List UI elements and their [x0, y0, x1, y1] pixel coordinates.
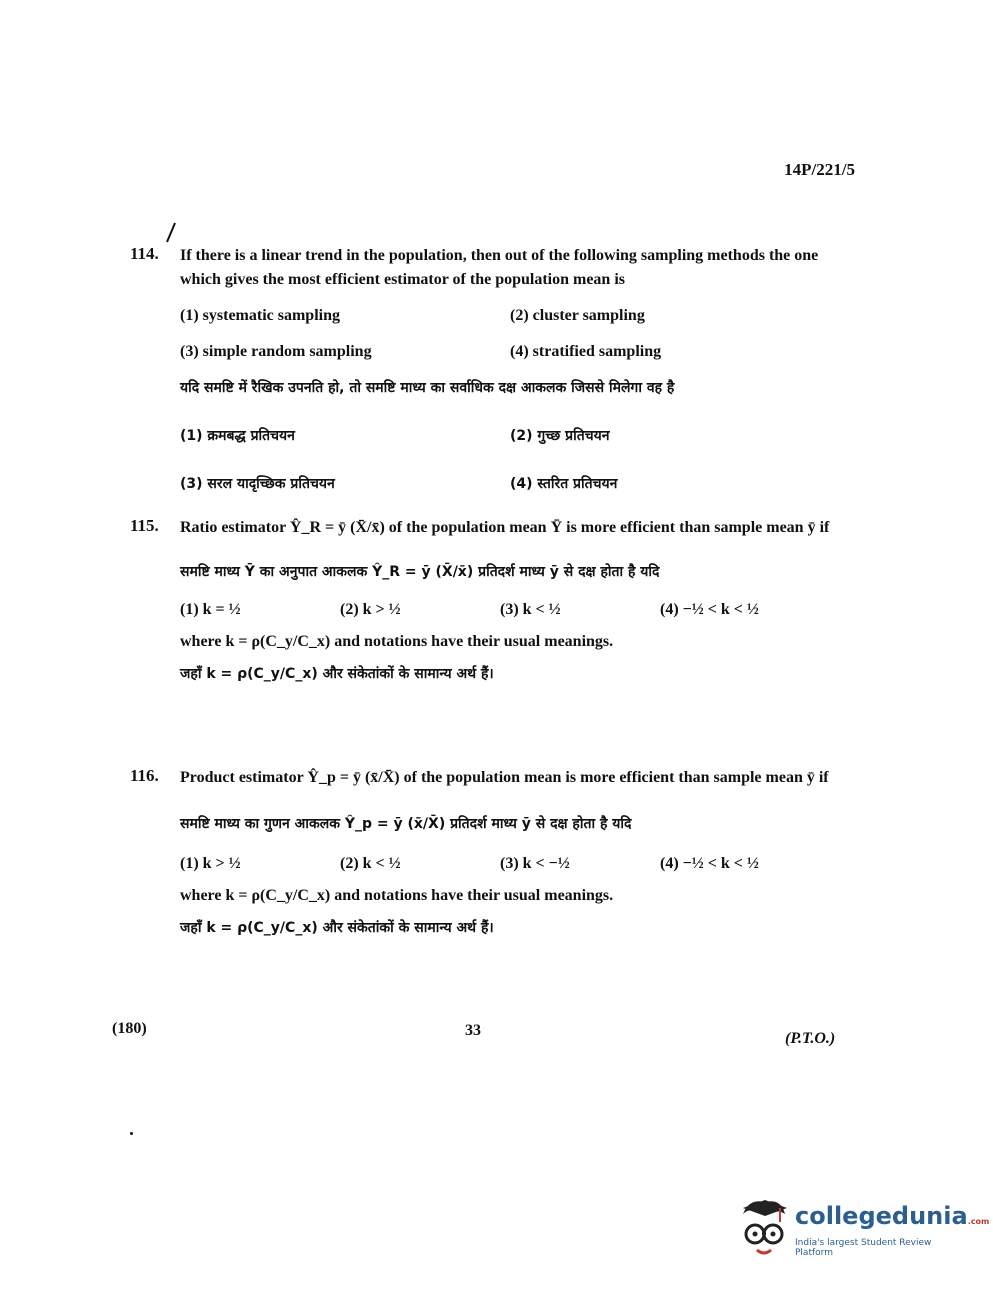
option-4: (4) −½ < k < ½: [660, 601, 759, 618]
option-2: (2) k < ½: [340, 855, 401, 872]
option-3: (3) k < ½: [500, 601, 561, 618]
question-number: 115.: [130, 516, 159, 535]
option-4: (4) −½ < k < ½: [660, 855, 759, 872]
where-text-en: where k = ρ(C_y/C_x) and notations have their usual meanings.: [180, 887, 614, 904]
tick-mark-icon: [165, 222, 177, 244]
logo-wordmark: collegedunia.com: [795, 1202, 990, 1230]
option-1: (1) k = ½: [180, 601, 241, 618]
paper-code: 14P/221/5: [784, 160, 855, 179]
question-text-en: If there is a linear trend in the population, then out of the following sampling methods the one which gives the most efficient estimator of the population mean is: [180, 247, 819, 288]
question-text-en: Product estimator Ŷ_p = ȳ (x̄/X̄) of the population mean is more efficient than sample mean ȳ if: [180, 769, 829, 786]
option-2: (2) k > ½: [340, 601, 401, 618]
option-3-hi: (3) सरल यादृच्छिक प्रतिचयन: [180, 476, 335, 492]
question-number: 116.: [130, 766, 159, 785]
student-mascot-icon: [735, 1196, 791, 1262]
logo-tagline: India's largest Student Review Platform: [795, 1238, 932, 1258]
question-text-hi: यदि समष्टि में रैखिक उपनति हो, तो समष्टि माध्य का सर्वाधिक दक्ष आकलक जिससे मिलेगा वह है: [180, 380, 675, 396]
option-1-hi: (1) क्रमबद्ध प्रतिचयन: [180, 428, 295, 444]
where-text-en: where k = ρ(C_y/C_x) and notations have their usual meanings.: [180, 633, 614, 650]
question-number: 114.: [130, 244, 159, 263]
question-text-hi: समष्टि माध्य का गुणन आकलक Ŷ_p = ȳ (x̄/X̄) प्रतिदर्श माध्य ȳ से दक्ष होता है यदि: [180, 816, 632, 832]
where-text-hi: जहाँ k = ρ(C_y/C_x) और संकेतांकों के सामान्य अर्थ हैं।: [180, 920, 494, 936]
page-number: 33: [465, 1022, 481, 1039]
pto-text: (P.T.O.): [785, 1030, 836, 1047]
question-115: [130, 516, 860, 686]
question-text-hi: समष्टि माध्य Ȳ का अनुपात आकलक Ŷ_R = ȳ (X̄/x̄) प्रतिदर्श माध्य ȳ से दक्ष होता है यदि: [180, 564, 660, 580]
option-3: (3) k < −½: [500, 855, 570, 872]
stray-dot: [130, 1132, 133, 1135]
question-114: [130, 244, 860, 496]
option-4-hi: (4) स्तरित प्रतिचयन: [510, 476, 618, 492]
question-116: [130, 766, 860, 940]
question-text-en: Ratio estimator Ŷ_R = ȳ (X̄/x̄) of the population mean Ȳ is more efficient than sample mean ȳ if: [180, 519, 830, 536]
option-3-en: (3) simple random sampling: [180, 343, 372, 360]
where-text-hi: जहाँ k = ρ(C_y/C_x) और संकेतांकों के सामान्य अर्थ हैं।: [180, 666, 494, 682]
footer-paper-number: (180): [112, 1020, 147, 1037]
option-1-en: (1) systematic sampling: [180, 307, 340, 324]
option-2-en: (2) cluster sampling: [510, 307, 645, 324]
option-4-en: (4) stratified sampling: [510, 343, 662, 360]
collegedunia-logo: [735, 1196, 990, 1266]
option-1: (1) k > ½: [180, 855, 241, 872]
option-2-hi: (2) गुच्छ प्रतिचयन: [510, 428, 610, 444]
